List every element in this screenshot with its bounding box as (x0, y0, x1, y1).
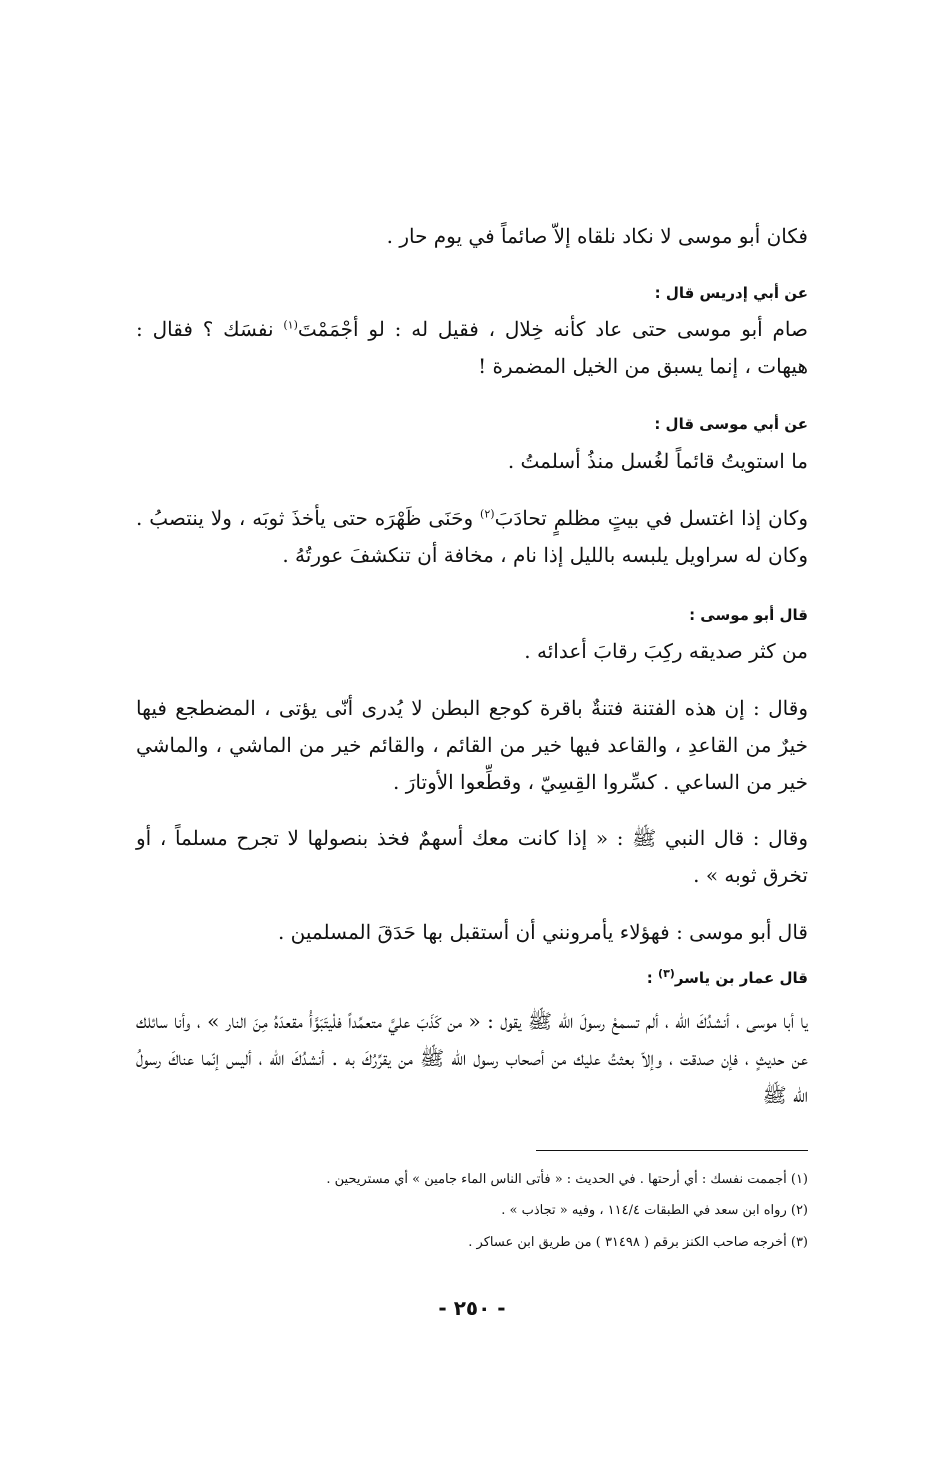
footnote-ref-2: (٢) (480, 507, 495, 521)
heading-text: : (646, 969, 659, 987)
paragraph-2 (136, 311, 808, 385)
footnote-ref-3: (٣) (658, 967, 675, 980)
section-heading-ammar (136, 968, 808, 988)
heading-text: قال عمار بن ياسر (674, 969, 808, 987)
paragraph-9: يا أبا موسى ، أنشدُكَ الله ، ألم تسمعْ رسولَ الله ﷺ يقول : « من كَذَبَ عليَّ متعمِّداً فلْيتَبَوَّأْ مقعدَهُ مِنَ النار » ، وأنا سائلك عن حديثٍ ، فإن صدقت ، وإلاّ بعثتُ عليك من أصحاب رسول الله ﷺ من يقرِّرُكَ به . أنشدُكَ الله ، أليس إنّما عناكَ رسولُ الله ﷺ (136, 1009, 808, 1107)
paragraph-8: قال أبو موسى : فهؤلاء يأمرونني أن أستقبل بها حَدَقَ المسلمين . (277, 920, 808, 944)
footnote-divider (536, 1150, 808, 1151)
section-heading-abu-musa: عن أبي موسى قال : (654, 415, 808, 433)
page-number: - ٢٥٠ - (438, 1296, 506, 1320)
paragraph-4 (136, 500, 808, 574)
paragraph-text: وكان إذا اغتسل في بيتٍ مظلمٍ تحادَبَ (494, 506, 808, 530)
footnote-ref-1: (١) (283, 318, 298, 332)
paragraph-5: من كثر صديقه ركِبَ رقابَ أعدائه . (524, 639, 808, 663)
paragraph-text: صام أبو موسى حتى عاد كأنه خِلال ، فقيل له : لو أجْمَمْتَ (297, 317, 808, 341)
paragraph-text: وحَنَى ظَهْرَه حتى يأخذَ ثوبَه ، ولا ينتصبُ . وكان له سراويل يلبسه بالليل إذا نام ، مخافة أن تنكشفَ عورتُهُ . (136, 506, 808, 567)
paragraph-3: ما استويتُ قائماً لغُسل منذُ أسلمتُ . (507, 449, 808, 473)
section-heading-qala-abu-musa: قال أبو موسى : (689, 606, 808, 624)
footnote-3: (٣) أخرجه صاحب الكنز برقم ( ٣١٤٩٨ ) من طريق ابن عساكر . (468, 1235, 808, 1250)
footnote-1: (١) أجممت نفسك : أي أرحتها . في الحديث : « فأتى الناس الماء جامين » أي مستريحين . (326, 1172, 808, 1187)
paragraph-1 (136, 218, 808, 255)
paragraph-text: فكان أبو موسى لا نكاد نلقاه إلاّ صائماً في يوم حار . (386, 224, 808, 248)
paragraph-text: نفسَك ؟ فقال : هيهات ، إنما يسبق من الخيل المضمرة ! (136, 317, 808, 378)
footnote-2: (٢) رواه ابن سعد في الطبقات ١١٤/٤ ، وفيه « تجاذب » . (501, 1203, 808, 1218)
paragraph-7: وقال : قال النبي ﷺ : « إذا كانت معك أسهمٌ فخذ بنصولها لا تجرح مسلماً ، أو تخرق ثوبه » . (136, 826, 808, 887)
section-heading-idris: عن أبي إدريس قال : (654, 284, 808, 302)
paragraph-6: وقال : إن هذه الفتنة فتنةٌ باقرة كوجع البطن لا يُدرى أنّى يؤتى ، المضطجع فيها خيرٌ من القاعدِ ، والقاعد فيها خير من القائم ، والقائم خير من الماشي ، والماشي خير من الساعي . كسِّروا القِسِيّ ، وقطِّعوا الأوتارَ . (136, 696, 808, 794)
